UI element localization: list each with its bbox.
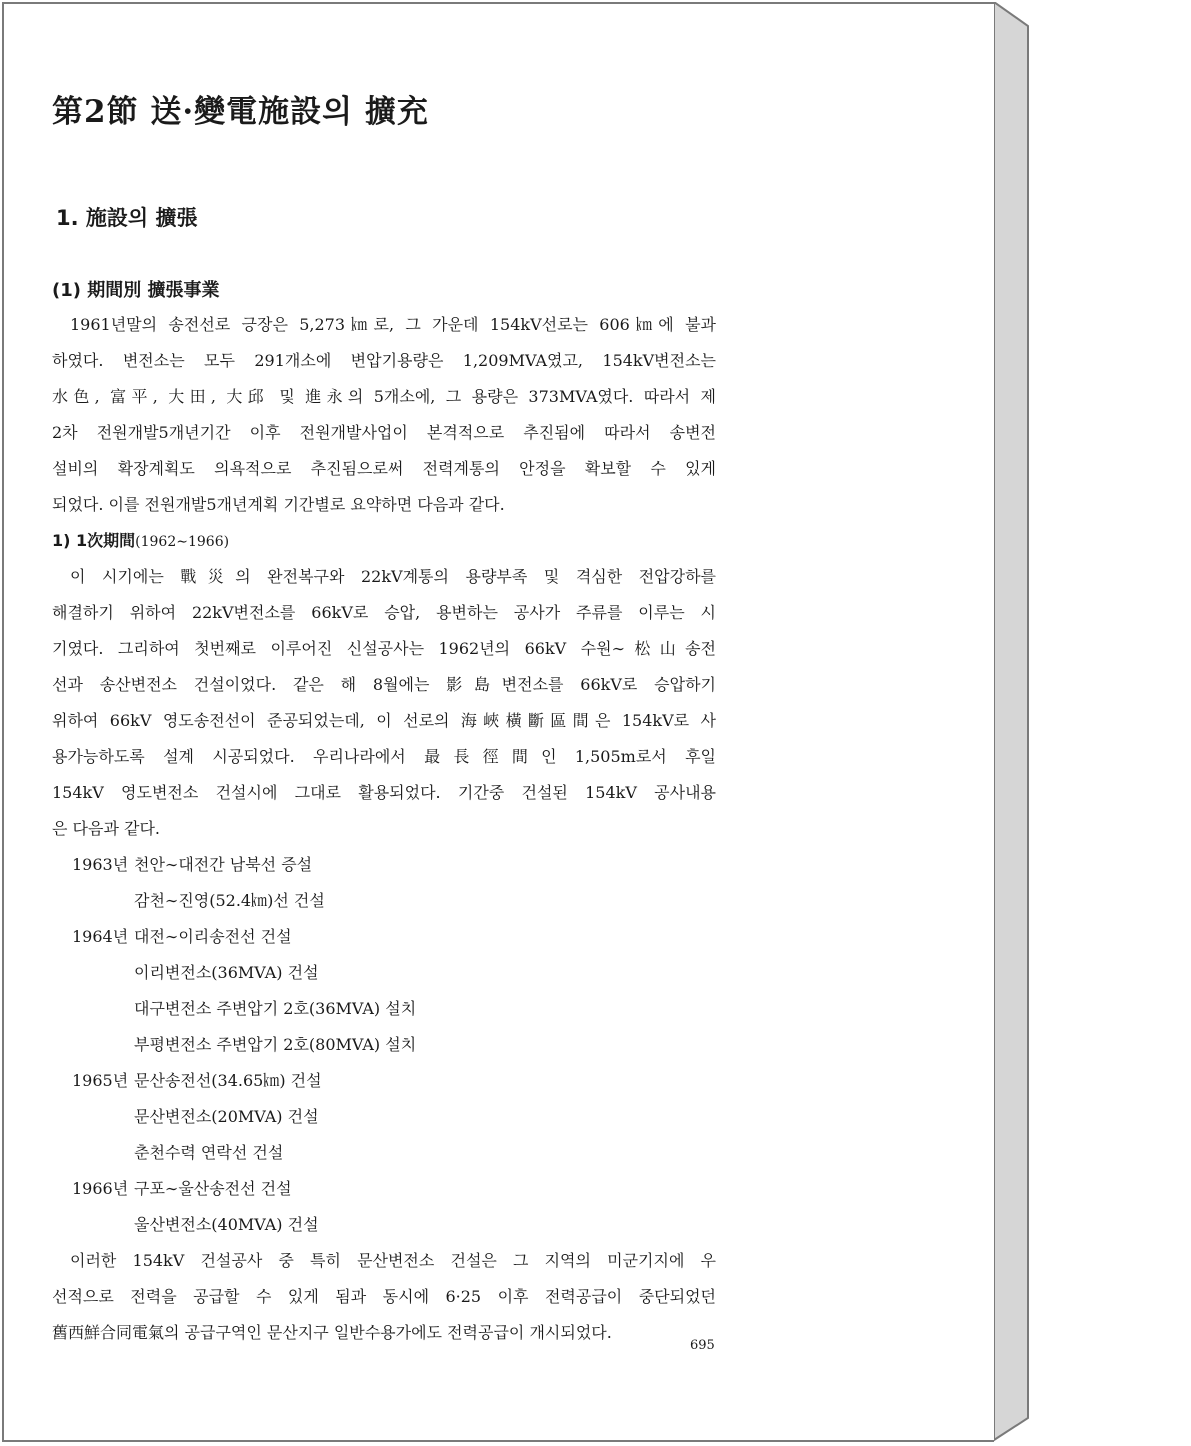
- paragraph1-line: 설비의 확장계획도 의욕적으로 추진됨으로써 전력계통의 안정을 확보할 수 있게: [52, 459, 716, 478]
- entry-text: 울산변전소(40MVA) 건설: [134, 1215, 319, 1234]
- paragraph3-line: 舊西鮮合同電氣의 공급구역인 문산지구 일반수용가에도 전력공급이 개시되었다.: [52, 1323, 612, 1342]
- paragraph1-line: 되었다. 이를 전원개발5개년계획 기간별로 요약하면 다음과 같다.: [52, 495, 505, 514]
- paragraph2-line: 이 시기에는 戰災의 완전복구와 22kV계통의 용량부족 및 격심한 전압강하를: [70, 567, 716, 586]
- page-number: 695: [690, 1338, 715, 1353]
- entry-year: 1963년: [72, 855, 129, 874]
- page-edge: [994, 2, 1030, 1442]
- entry-text: 춘천수력 연락선 건설: [134, 1143, 284, 1162]
- paragraph1-line: 2차 전원개발5개년기간 이후 전원개발사업이 본격적으로 추진됨에 따라서 송변전: [52, 423, 716, 442]
- entry-text: 부평변전소 주변압기 2호(80MVA) 설치: [134, 1035, 417, 1054]
- page-sheet: [2, 2, 994, 1442]
- entry-text: 이리변전소(36MVA) 건설: [134, 963, 319, 982]
- paragraph2-line: 기였다. 그리하여 첫번째로 이루어진 신설공사는 1962년의 66kV 수원∼松山송전: [52, 639, 716, 658]
- entry-text: 구포∼울산송전선 건설: [134, 1179, 292, 1198]
- chapter-title: 第2節 送·變電施設의 擴充: [52, 94, 429, 130]
- entry-text: 문산변전소(20MVA) 건설: [134, 1107, 319, 1126]
- paragraph2-line: 154kV 영도변전소 건설시에 그대로 활용되었다. 기간중 건설된 154kV 공사내용: [52, 783, 716, 802]
- subsection-title: (1) 期間別 擴張事業: [52, 280, 220, 301]
- section-title: 1. 施設의 擴張: [56, 206, 198, 230]
- entry-year: 1966년: [72, 1179, 129, 1198]
- period-heading-range: (1962∼1966): [135, 534, 230, 550]
- entry-text: 대구변전소 주변압기 2호(36MVA) 설치: [134, 999, 417, 1018]
- paragraph1-line: 1961년말의 송전선로 긍장은 5,273㎞로, 그 가운데 154kV선로는 606㎞에 불과: [70, 315, 716, 334]
- paragraph2-line: 해결하기 위하여 22kV변전소를 66kV로 승압, 용변하는 공사가 주류를 이루는 시: [52, 603, 716, 622]
- paragraph2-line: 은 다음과 같다.: [52, 819, 160, 838]
- paragraph2-line: 용가능하도록 설계 시공되었다. 우리나라에서 最長徑間인 1,505m로서 후일: [52, 747, 716, 766]
- paragraph2-line: 선과 송산변전소 건설이었다. 같은 해 8월에는 影島변전소를 66kV로 승압하기: [52, 675, 716, 694]
- entry-year: 1965년: [72, 1071, 129, 1090]
- entry-text: 천안∼대전간 남북선 증설: [134, 855, 313, 874]
- entry-text: 감천∼진영(52.4㎞)선 건설: [134, 891, 325, 910]
- entry-text: 문산송전선(34.65㎞) 건설: [134, 1071, 322, 1090]
- period-heading-label: 1) 1次期間: [52, 531, 136, 550]
- paragraph3-line: 선적으로 전력을 공급할 수 있게 됨과 동시에 6·25 이후 전력공급이 중단되었던: [52, 1287, 716, 1306]
- paragraph1-line: 水色, 富平, 大田, 大邱 및 進永의 5개소에, 그 용량은 373MVA였다. 따라서 제: [52, 387, 716, 406]
- period-heading: [52, 530, 229, 553]
- paragraph1-line: 하였다. 변전소는 모두 291개소에 변압기용량은 1,209MVA였고, 154kV변전소는: [52, 351, 716, 370]
- entry-year: 1964년: [72, 927, 129, 946]
- paragraph2-line: 위하여 66kV 영도송전선이 준공되었는데, 이 선로의 海峽橫斷區間은 154kV로 사: [52, 711, 716, 730]
- entry-text: 대전∼이리송전선 건설: [134, 927, 292, 946]
- paragraph3-line: 이러한 154kV 건설공사 중 특히 문산변전소 건설은 그 지역의 미군기지에 우: [70, 1251, 716, 1270]
